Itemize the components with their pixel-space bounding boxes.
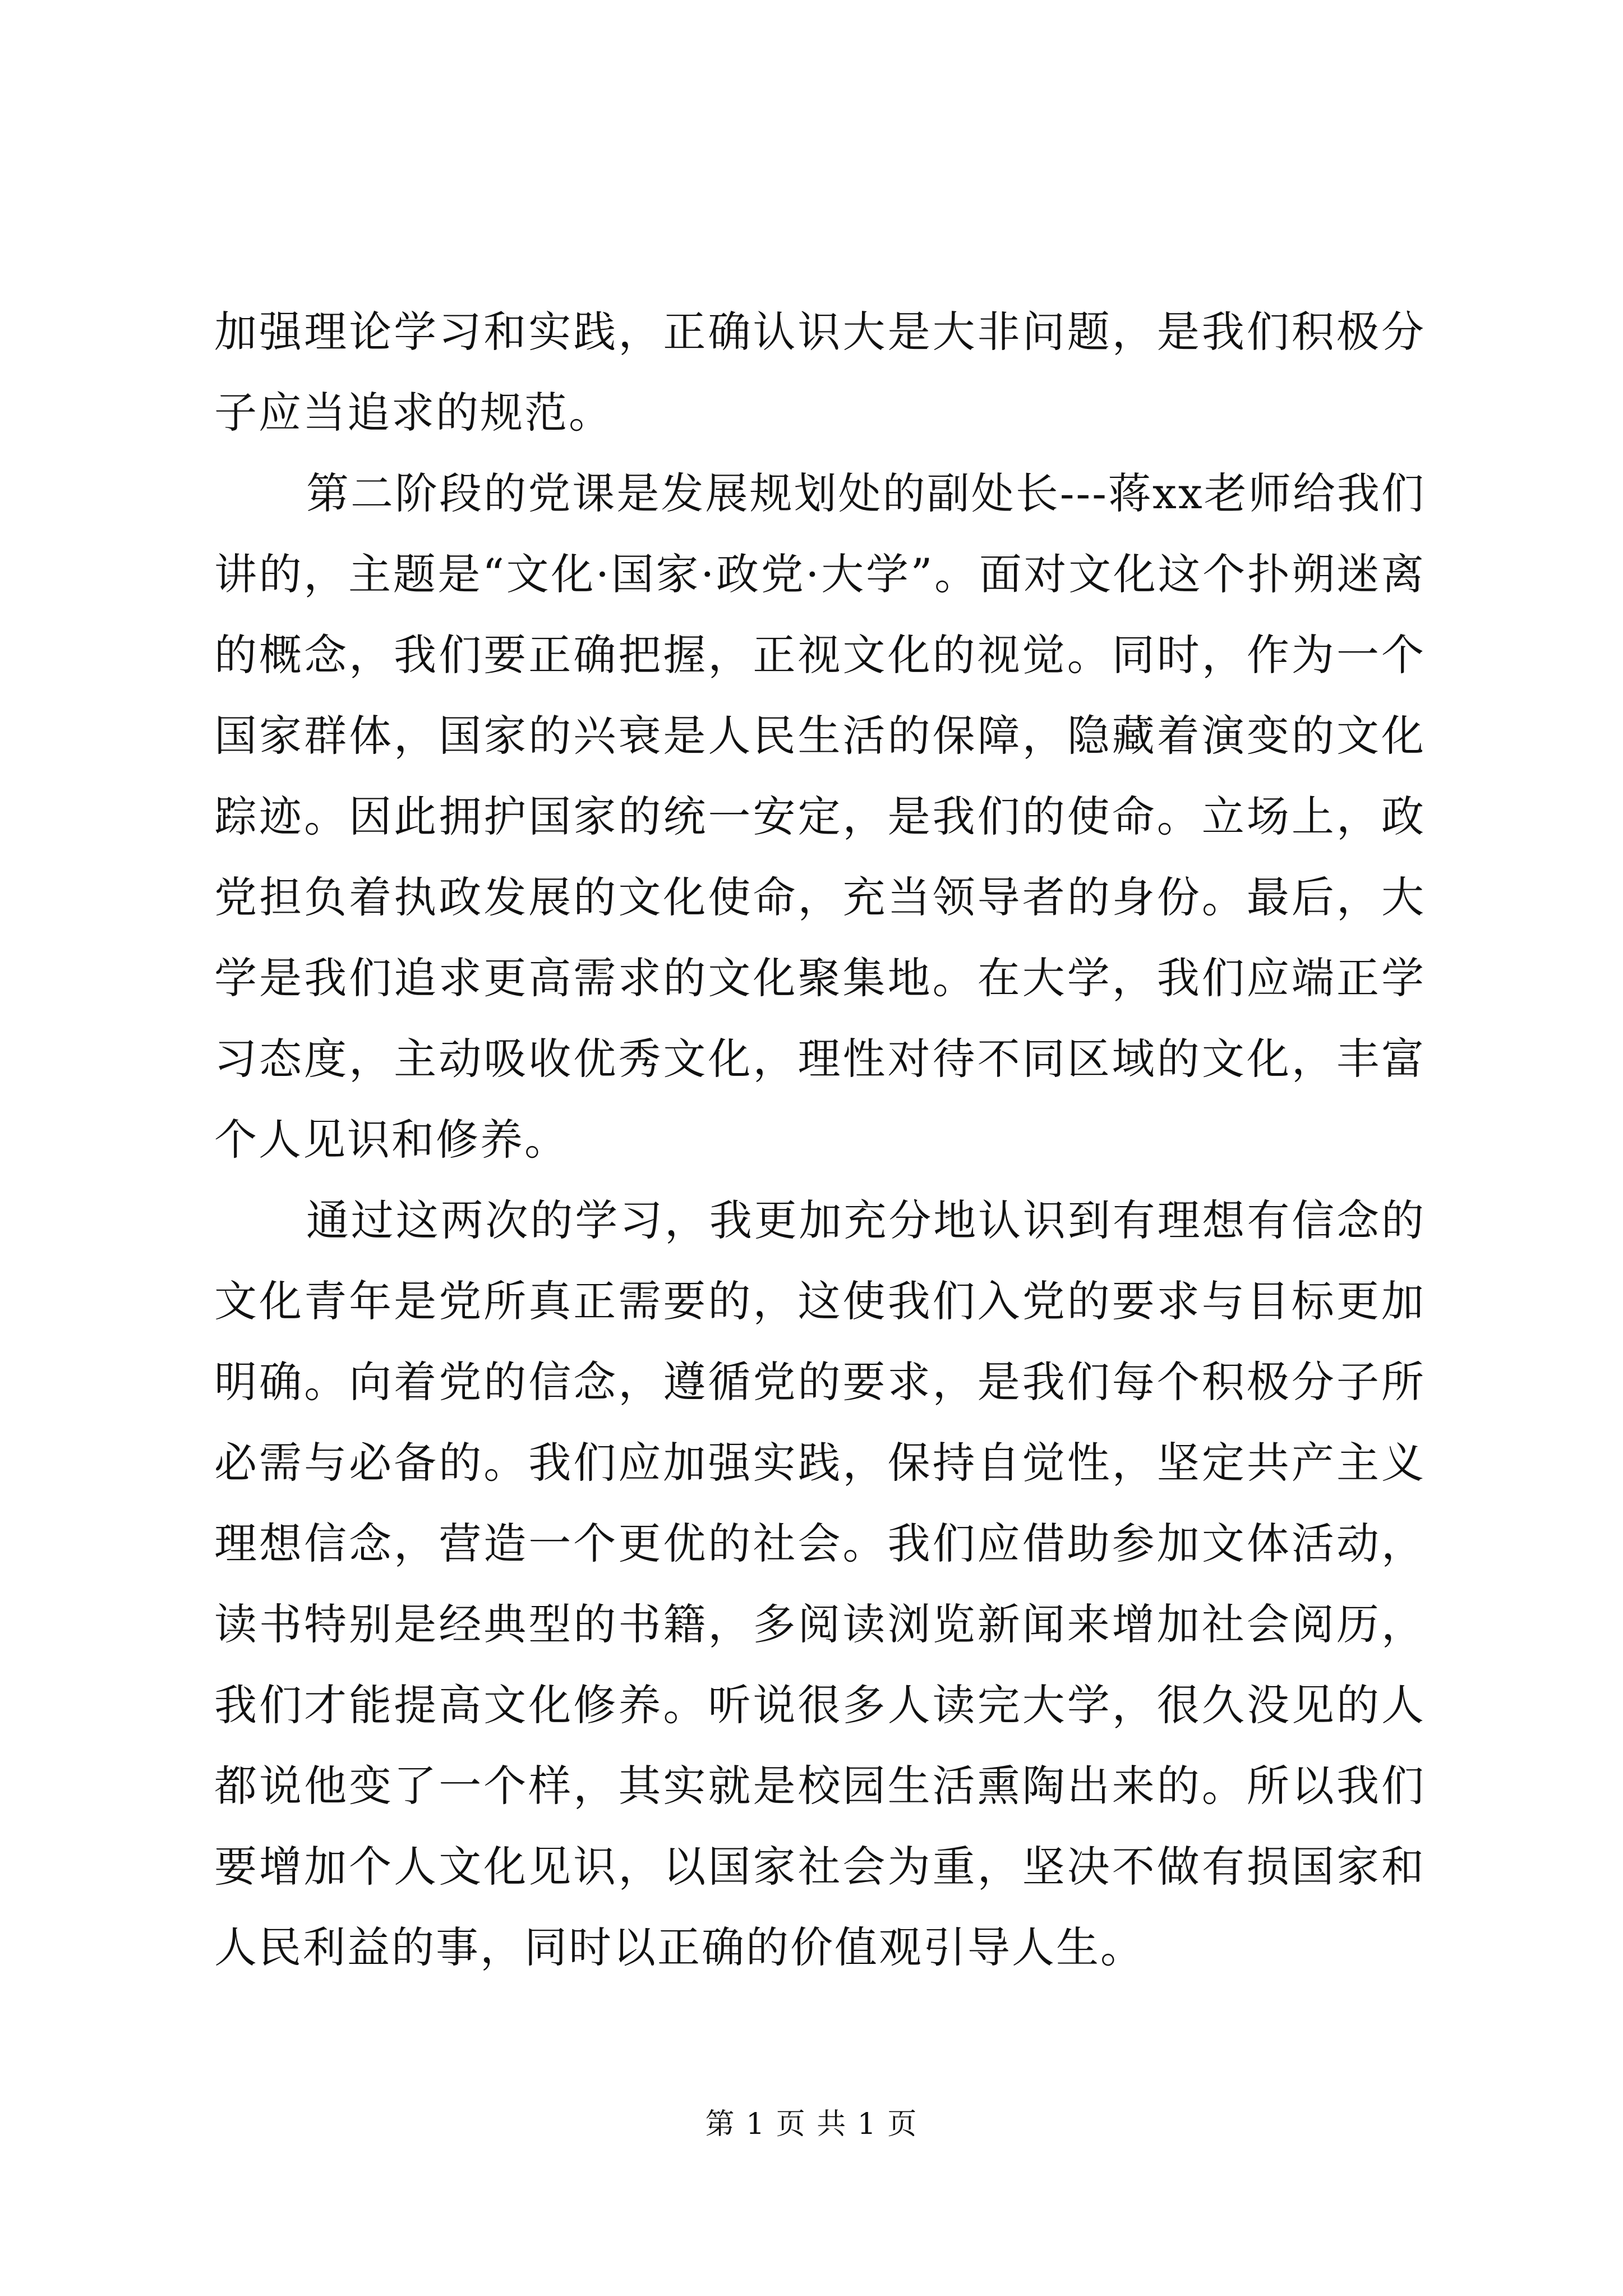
- paragraph-1: 加强理论学习和实践，正确认识大是大非问题，是我们积极分子应当追求的规范。: [214, 307, 1426, 438]
- document-body: [214, 292, 1426, 1988]
- page-footer: 第 1 页 共 1 页: [705, 2108, 918, 2141]
- paragraph-2: 第二阶段的党课是发展规划处的副处长---蒋xx老师给我们讲的，主题是“文化·国家·政党·大学”。面对文化这个扑朔迷离的概念，我们要正确把握，正视文化的视觉。同时，作为一个国家群体，国家的兴衰是人民生活的保障，隐藏着演变的文化踪迹。因此拥护国家的统一安定，是我们的使命。立场上，政党担负着执政发展的文化使命，充当领导者的身份。最后，大学是我们追求更高需求的文化聚集地。在大学，我们应端正学习态度，主动吸收优秀文化，理性对待不同区域的文化，丰富个人见识和修养。: [214, 468, 1426, 1165]
- paragraph-3: 通过这两次的学习，我更加充分地认识到有理想有信念的文化青年是党所真正需要的，这使我们入党的要求与目标更加明确。向着党的信念，遵循党的要求，是我们每个积极分子所必需与必备的。我们应加强实践，保持自觉性，坚定共产主义理想信念，营造一个更优的社会。我们应借助参加文体活动，读书特别是经典型的书籍，多阅读浏览新闻来增加社会阅历，我们才能提高文化修养。听说很多人读完大学，很久没见的人都说他变了一个样，其实就是校园生活熏陶出来的。所以我们要增加个人文化见识，以国家社会为重，坚决不做有损国家和人民利益的事，同时以正确的价值观引导人生。: [214, 1195, 1426, 1972]
